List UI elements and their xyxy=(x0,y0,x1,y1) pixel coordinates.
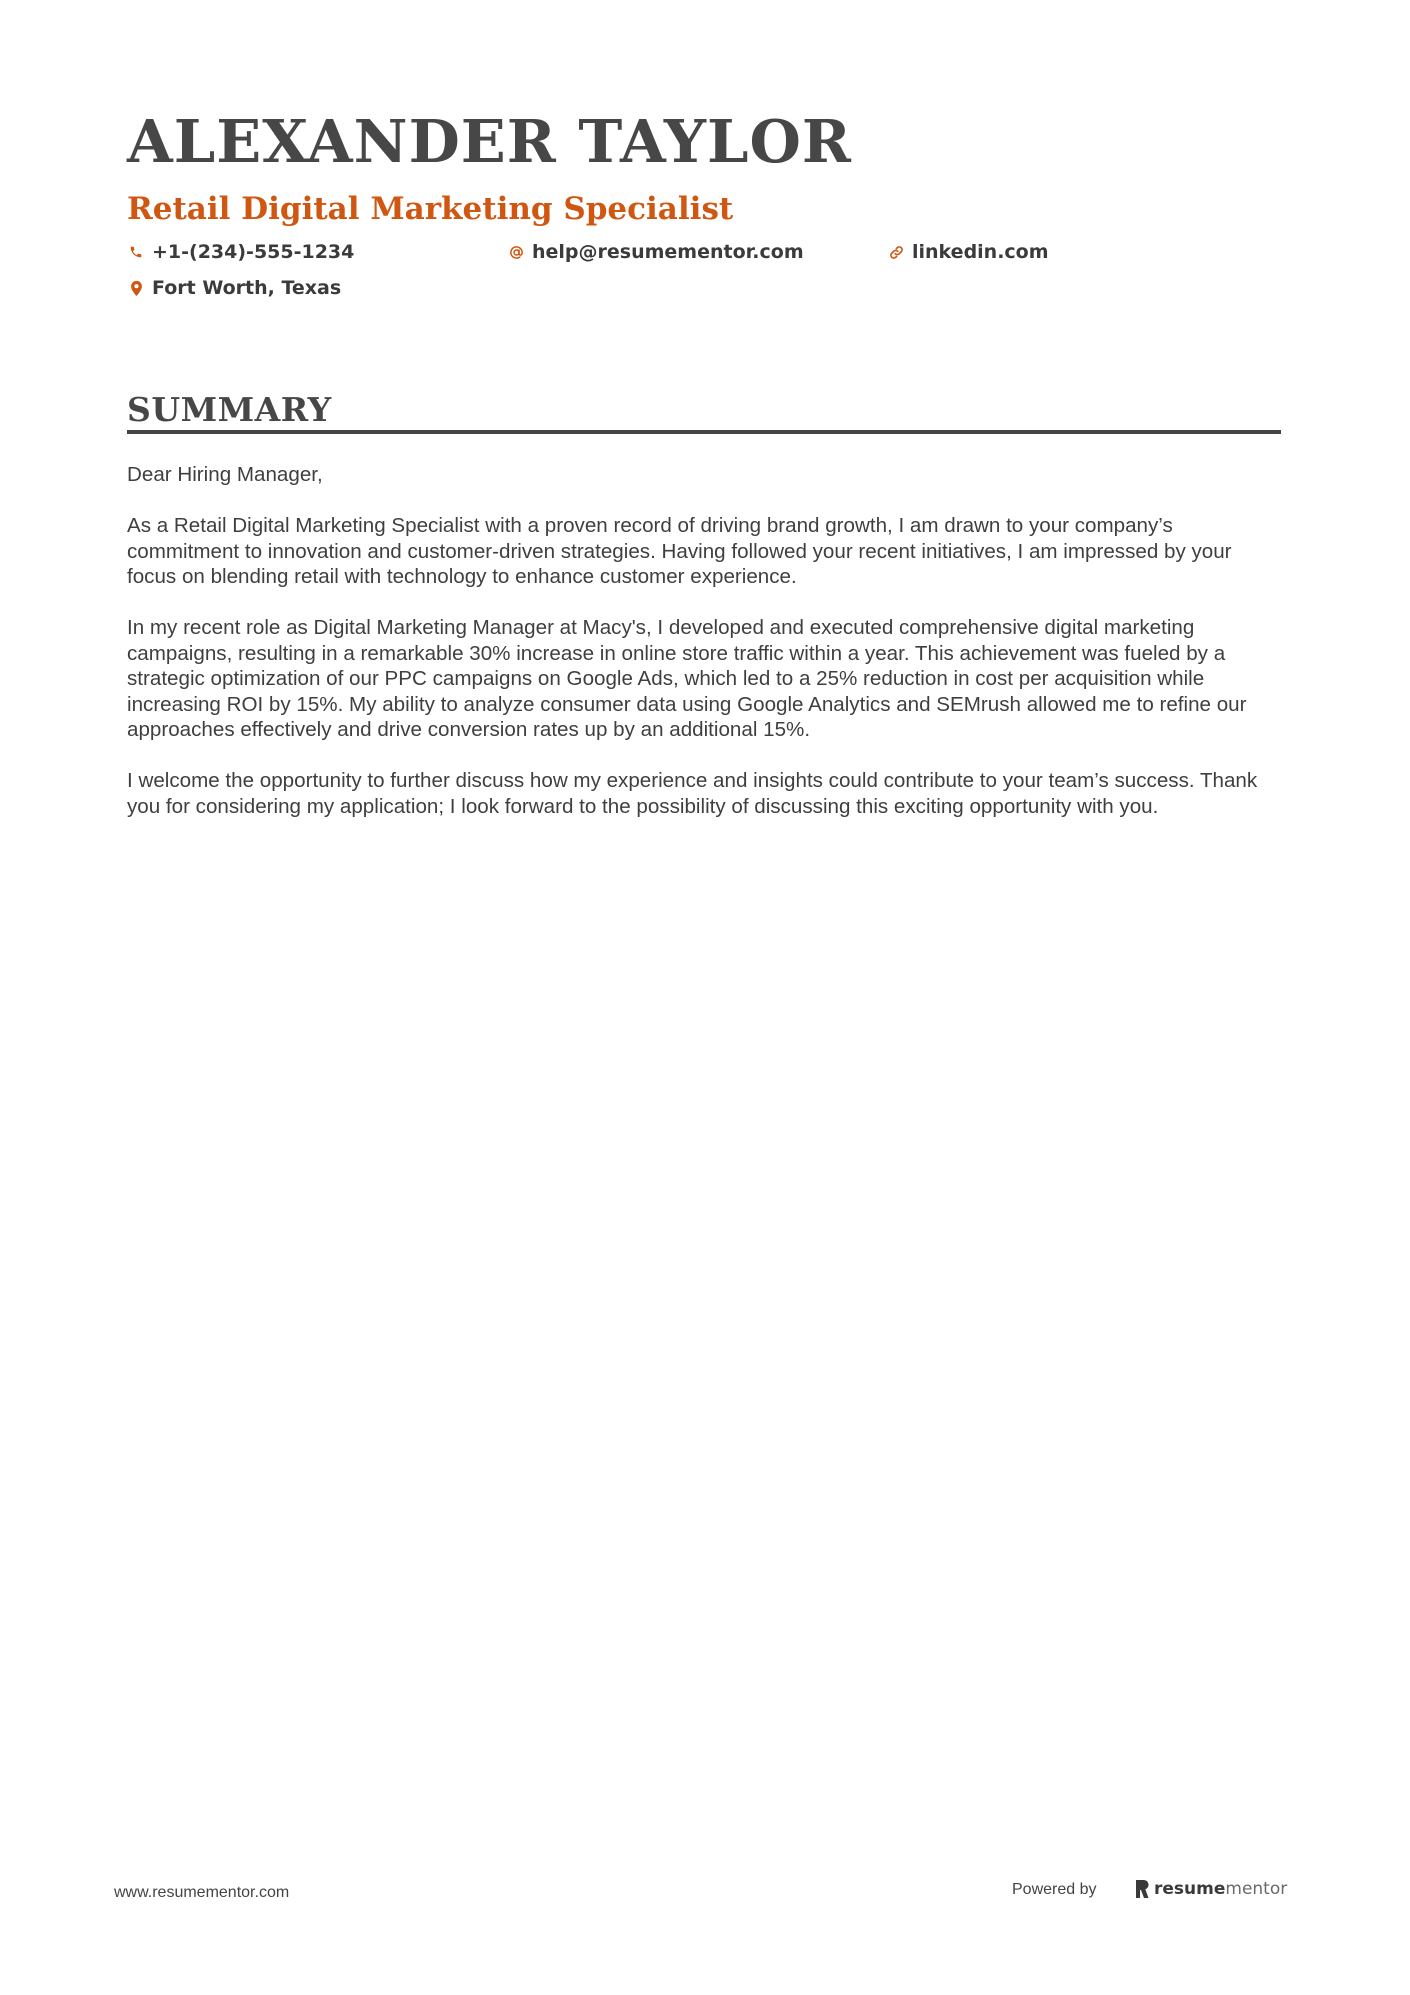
section-divider xyxy=(127,430,1281,434)
letter-body xyxy=(127,462,1281,845)
brand-text-resume: resume xyxy=(1154,1879,1226,1899)
phone-number: +1-(234)-555-1234 xyxy=(152,241,355,263)
powered-by-label: Powered by xyxy=(1012,1881,1097,1898)
contact-link xyxy=(888,240,1049,264)
email-address[interactable]: help@resumementor.com xyxy=(532,241,804,263)
contact-location xyxy=(128,276,341,300)
link-icon xyxy=(888,243,904,261)
phone-icon xyxy=(128,243,144,261)
letter-paragraph: As a Retail Digital Marketing Specialist with a proven record of driving brand growth, I am drawn to your company’s commitment to innovation and customer-driven strategies. Having followed your recent initiatives, I am impressed by your focus on blending retail with technology to enhance customer experience. xyxy=(127,514,1232,588)
brand-logo xyxy=(1134,1877,1287,1901)
candidate-name: ALEXANDER TAYLOR xyxy=(127,107,852,176)
location-pin-icon xyxy=(128,279,144,297)
letter-paragraph: I welcome the opportunity to further discuss how my experience and insights could contribute to your team’s success. Thank you for considering my application; I look forward to the possibility of discussing this exciting opportunity with you. xyxy=(127,769,1258,818)
contact-email xyxy=(508,240,804,264)
at-icon xyxy=(508,243,524,261)
footer-url[interactable]: www.resumementor.com xyxy=(114,1884,290,1901)
location-text: Fort Worth, Texas xyxy=(152,277,342,299)
contact-phone xyxy=(128,240,354,264)
brand-text-mentor: mentor xyxy=(1225,1879,1288,1899)
summary-heading: SUMMARY xyxy=(127,390,332,429)
job-title: Retail Digital Marketing Specialist xyxy=(127,191,734,227)
letter-paragraph: In my recent role as Digital Marketing Manager at Macy's, I developed and executed comprehensive digital marketing campaigns, resulting in a remarkable 30% increase in online store traffic within a year. This achievement was fueled by a strategic optimization of our PPC campaigns on Google Ads, which led to a 25% reduction in cost per acquisition while increasing ROI by 15%. My ability to analyze consumer data using Google Analytics and SEMrush allowed me to refine our approaches effectively and drive conversion rates up by an additional 15%. xyxy=(127,616,1247,741)
resumementor-logo-icon xyxy=(1134,1879,1150,1899)
linkedin-link[interactable]: linkedin.com xyxy=(912,241,1049,263)
salutation: Dear Hiring Manager, xyxy=(127,463,323,486)
